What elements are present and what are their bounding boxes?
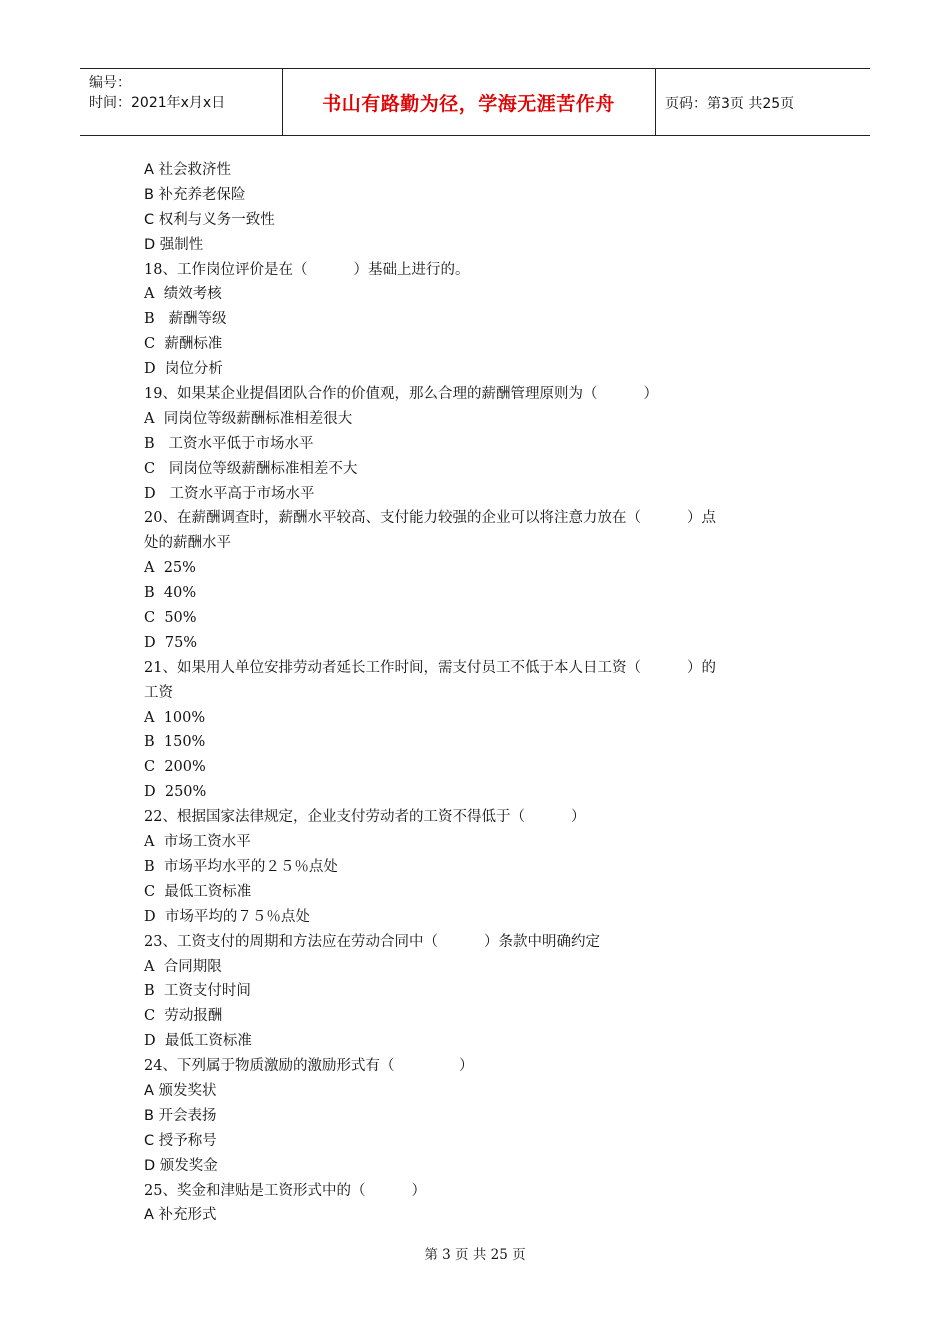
text-line: B 市场平均水平的２５％点处 xyxy=(144,858,338,875)
text-line: A 合同期限 xyxy=(144,958,222,975)
header-motto: 书山有路勤为径，学海无涯苦作舟 xyxy=(322,93,615,115)
text-line: B 工资水平低于市场水平 xyxy=(144,435,314,452)
text-line: D 岗位分析 xyxy=(144,361,223,378)
header-meta xyxy=(89,73,225,113)
text-line: A 绩效考核 xyxy=(144,286,222,303)
header-divider-right xyxy=(655,69,656,135)
text-line: C 同岗位等级薪酬标准相差不大 xyxy=(144,460,358,477)
text-line: D 最低工资标准 xyxy=(144,1033,252,1050)
text-line: D 强制性 xyxy=(144,236,204,253)
question-line: 19、如果某企业提倡团队合作的价值观，那么合理的薪酬管理原则为（ ） xyxy=(144,386,659,403)
text-line: D 250% xyxy=(144,784,207,801)
date-line: 时间：2021年x月x日 xyxy=(89,95,226,111)
text-line: A 补充形式 xyxy=(144,1207,217,1224)
text-line: 工资 xyxy=(144,684,173,701)
header-page-info: 页码：第3页 共25页 xyxy=(665,96,795,112)
text-line: C 200% xyxy=(144,759,206,776)
text-line: B 薪酬等级 xyxy=(144,311,227,328)
text-line: C 50% xyxy=(144,610,197,627)
text-line: D 市场平均的７５％点处 xyxy=(144,908,310,925)
doc-number-label: 编号： xyxy=(89,75,131,91)
text-line: A 社会救济性 xyxy=(144,162,232,178)
text-line: B 40% xyxy=(144,585,197,602)
text-line: C 授予称号 xyxy=(144,1132,217,1149)
question-line: 22、根据国家法律规定，企业支付劳动者的工资不得低于（ ） xyxy=(144,809,586,826)
text-line: B 150% xyxy=(144,734,206,751)
page-footer: 第 3 页 共 25 页 xyxy=(424,1247,526,1263)
text-line: 处的薪酬水平 xyxy=(144,535,231,552)
text-line: A 颁发奖状 xyxy=(144,1082,217,1099)
question-line: 25、奖金和津贴是工资形式中的（ ） xyxy=(144,1182,427,1199)
question-line: 24、下列属于物质激励的激励形式有（ ） xyxy=(144,1058,474,1075)
question-list xyxy=(144,158,824,1228)
text-line: C 薪酬标准 xyxy=(144,336,223,353)
text-line: A 同岗位等级薪酬标准相差很大 xyxy=(144,410,353,427)
text-line: A 100% xyxy=(144,709,206,726)
question-line: 18、工作岗位评价是在（ ）基础上进行的。 xyxy=(144,261,470,278)
text-line: C 劳动报酬 xyxy=(144,1008,223,1025)
question-line: 20、在薪酬调查时，薪酬水平较高、支付能力较强的企业可以将注意力放在（ ）点 xyxy=(144,510,717,527)
text-line: B 开会表扬 xyxy=(144,1107,217,1124)
page-header xyxy=(80,68,870,136)
question-line: 21、如果用人单位安排劳动者延长工作时间，需支付员工不低于本人日工资（ ）的 xyxy=(144,659,717,676)
text-line: D 工资水平高于市场水平 xyxy=(144,485,315,502)
text-line: B 工资支付时间 xyxy=(144,983,251,1000)
text-line: C 最低工资标准 xyxy=(144,883,252,900)
text-line: D 75% xyxy=(144,634,198,651)
question-line: 23、工资支付的周期和方法应在劳动合同中（ ）条款中明确约定 xyxy=(144,933,601,950)
text-line: D 颁发奖金 xyxy=(144,1157,218,1174)
text-line: C 权利与义务一致性 xyxy=(144,211,275,228)
text-line: A 市场工资水平 xyxy=(144,834,251,851)
text-line: B 补充养老保险 xyxy=(144,186,246,203)
text-line: A 25% xyxy=(144,560,196,577)
